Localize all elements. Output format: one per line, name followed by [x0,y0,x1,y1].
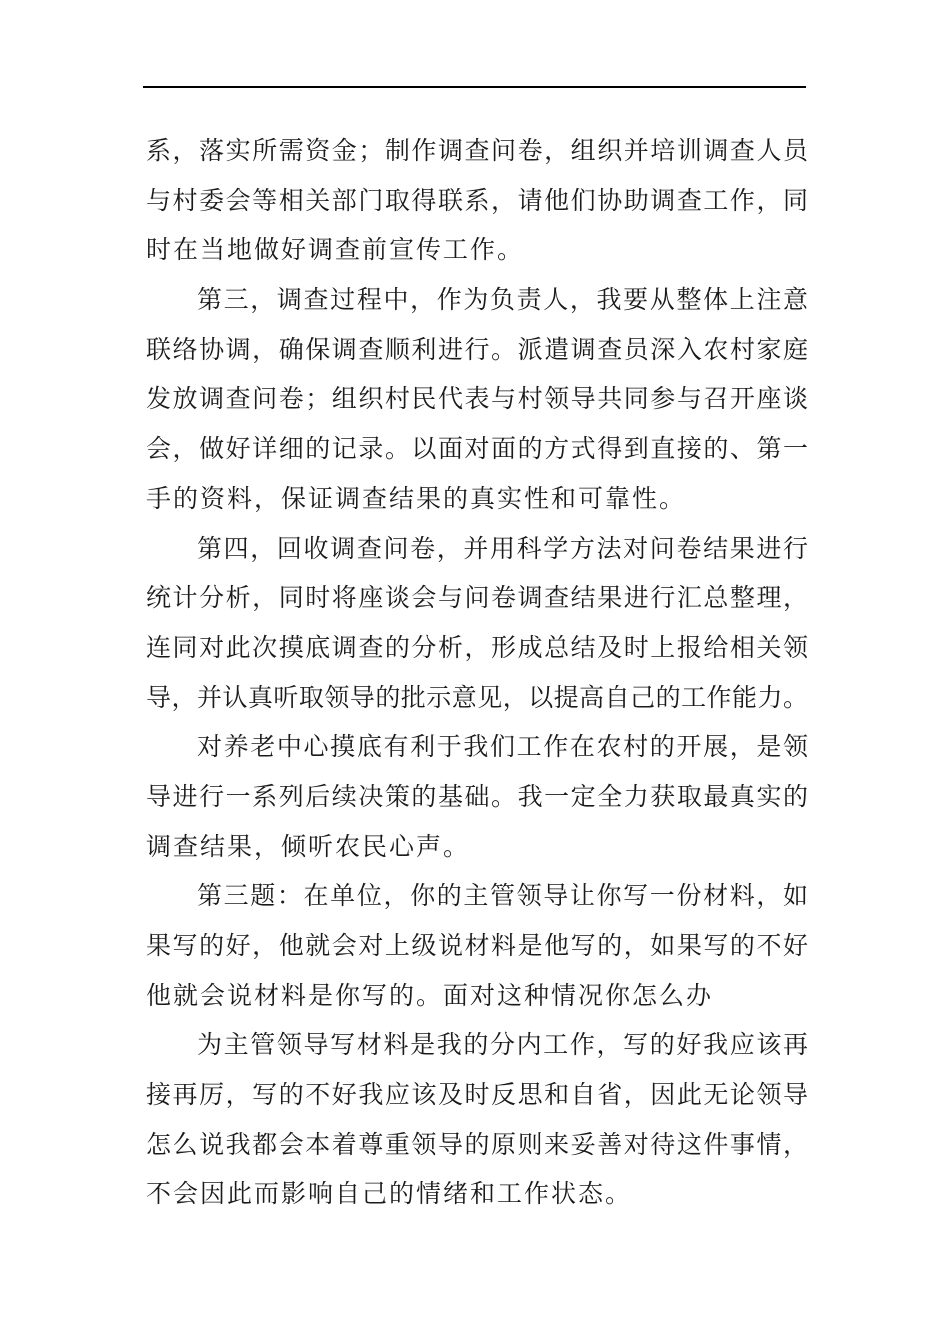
text-line: 怎么说我都会本着尊重领导的原则来妥善对待这件事情， [146,1129,808,1159]
paragraph-first-line: 为主管领导写材料是我的分内工作，写的好我应该再 [197,1030,808,1060]
text-line: 导，并认真听取领导的批示意见，以提高自己的工作能力。 [146,682,808,712]
text-line: 接再厉，写的不好我应该及时反思和自省，因此无论领导 [146,1080,808,1110]
text-line: 调查结果，倾听农民心声。 [146,831,471,861]
header-rule [143,86,806,88]
text-line: 时在当地做好调查前宣传工作。 [146,235,525,265]
text-line: 发放调查问卷；组织村民代表与村领导共同参与召开座谈 [146,384,808,414]
paragraph-first-line: 对养老中心摸底有利于我们工作在农村的开展，是领 [197,732,808,762]
paragraph-first-line: 第三，调查过程中，作为负责人，我要从整体上注意 [197,285,808,315]
text-line: 他就会说材料是你写的。面对这种情况你怎么办 [146,980,714,1010]
text-line: 果写的好，他就会对上级说材料是他写的，如果写的不好 [146,931,808,960]
text-line: 会，做好详细的记录。以面对面的方式得到直接的、第一 [146,434,808,464]
text-line: 导进行一系列后续决策的基础。我一定全力获取最真实的 [146,781,808,811]
text-line: 连同对此次摸底调查的分析，形成总结及时上报给相关领 [146,632,808,662]
text-line: 统计分析，同时将座谈会与问卷调查结果进行汇总整理， [146,583,808,613]
question-heading-line: 第三题：在单位，你的主管领导让你写一份材料，如 [197,881,808,911]
paragraph-first-line: 第四，回收调查问卷，并用科学方法对问卷结果进行 [197,533,808,563]
document-body [146,126,808,1219]
text-line: 手的资料，保证调查结果的真实性和可靠性。 [146,483,687,513]
text-line: 与村委会等相关部门取得联系，请他们协助调查工作，同 [146,185,808,215]
text-line: 联络协调，确保调查顺利进行。派遣调查员深入农村家庭 [146,334,808,364]
text-line: 不会因此而影响自己的情绪和工作状态。 [146,1179,633,1209]
text-line: 系，落实所需资金；制作调查问卷，组织并培训调查人员 [146,136,808,165]
